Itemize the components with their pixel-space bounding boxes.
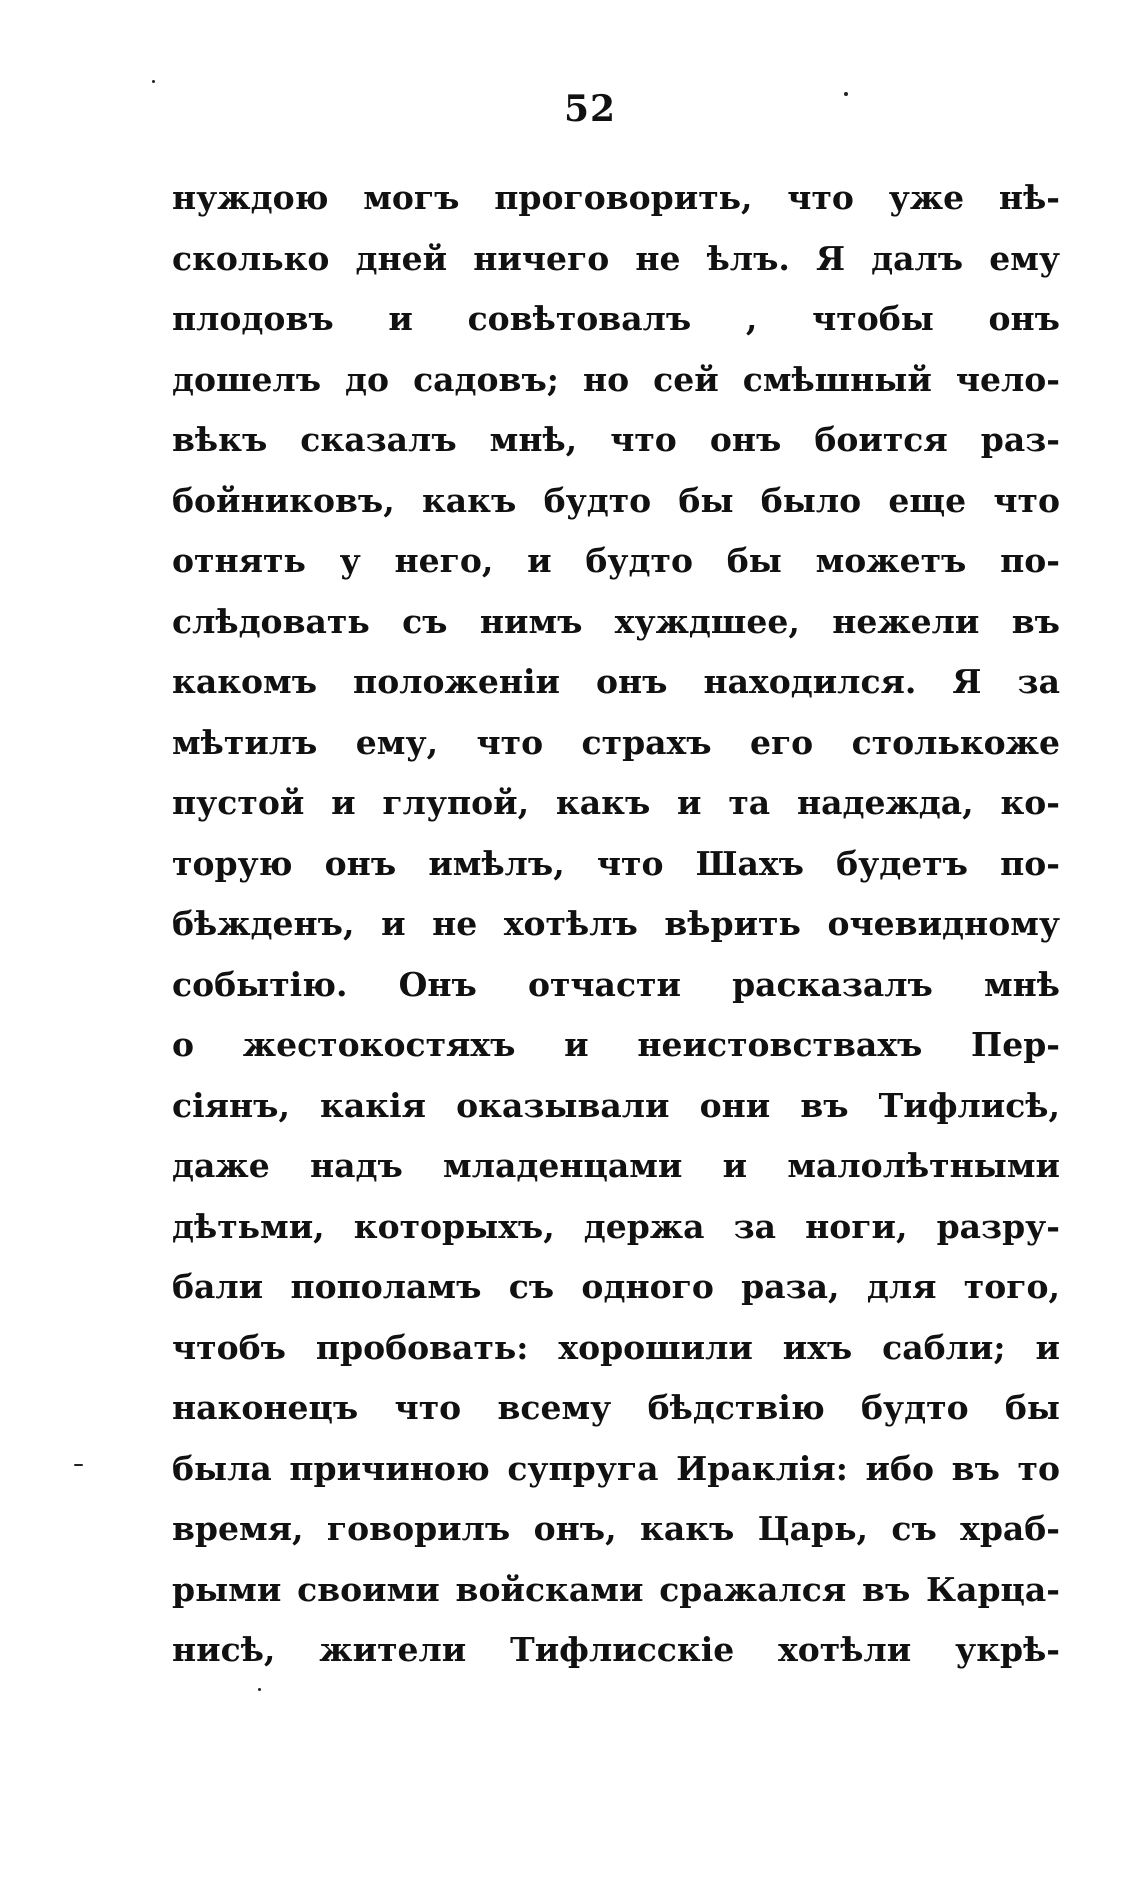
text-line: время, говорилъ онъ, какъ Царь, съ храб- [172, 1509, 1060, 1548]
scan-speck [152, 80, 155, 83]
text-line: бойниковъ, какъ будто бы было еще что [172, 480, 1060, 520]
text-line: дошелъ до садовъ; но сей смѣшный чело- [172, 359, 1060, 399]
text-line: плодовъ и совѣтовалъ , чтобы онъ [172, 299, 1060, 338]
text-line: нисѣ, жители Тифлисскіе хотѣли укрѣ- [172, 1630, 1060, 1669]
text-line: событію. Онъ отчасти расказалъ мнѣ [172, 964, 1060, 1004]
scan-speck [258, 1688, 261, 1691]
text-line: бали пополамъ съ одного раза, для того, [172, 1267, 1060, 1306]
body-text [172, 168, 1060, 1681]
text-line: о жестокостяхъ и неистовствахъ Пер- [172, 1025, 1060, 1064]
text-line: была причиною супруга Ираклія: ибо въ то [172, 1448, 1060, 1488]
text-line: отнять у него, и будто бы можетъ по- [172, 541, 1060, 580]
page-number: 52 [563, 88, 617, 130]
text-line: даже надъ младенцами и малолѣтными [172, 1146, 1060, 1185]
text-line: сколько дней ничего не ѣлъ. Я далъ ему [172, 238, 1060, 278]
text-line: дѣтьми, которыхъ, держа за ноги, разру- [172, 1206, 1060, 1246]
text-line: чтобъ пробовать: хорошили ихъ сабли; и [172, 1327, 1060, 1367]
text-line: вѣкъ сказалъ мнѣ, что онъ боится раз- [172, 420, 1060, 459]
text-line: торую онъ имѣлъ, что Шахъ будетъ по- [172, 843, 1060, 883]
text-line: рыми своими войсками сражался въ Карца- [172, 1569, 1060, 1609]
text-line: сіянъ, какія оказывали они въ Тифлисѣ, [172, 1085, 1060, 1125]
text-line: нуждою могъ проговорить, что уже нѣ- [172, 178, 1060, 217]
text-line: слѣдовать съ нимъ хуждшее, нежели въ [172, 601, 1060, 641]
text-line: наконецъ что всему бѣдствію будто бы [172, 1388, 1060, 1427]
text-line: какомъ положеніи онъ находился. Я за [172, 662, 1060, 701]
scan-speck [74, 1464, 83, 1466]
text-line: мѣтилъ ему, что страхъ его столькоже [172, 722, 1060, 762]
text-line: бѣжденъ, и не хотѣлъ вѣрить очевидному [172, 904, 1060, 943]
scan-speck [844, 92, 848, 96]
text-line: пустой и глупой, какъ и та надежда, ко- [172, 783, 1060, 822]
